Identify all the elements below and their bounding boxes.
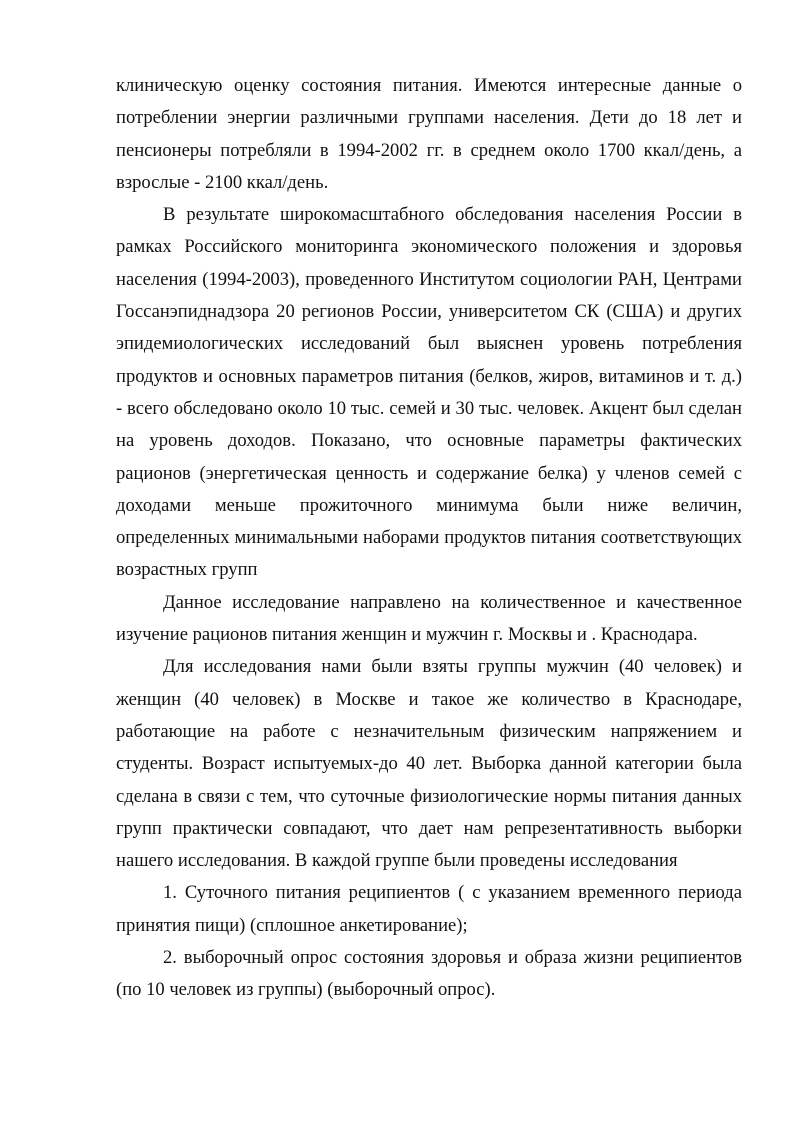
list-item-health-survey: 2. выборочный опрос состояния здоровья и образа жизни реципиентов (по 10 человек из группы) (выборочный опрос). — [116, 947, 742, 1001]
document-body — [116, 70, 742, 1007]
paragraph-monitoring-survey: В результате широкомасштабного обследования населения России в рамках Российского мониторинга экономического положения и здоровья населения (1994-2003), проведенного Институтом социологии РАН, Центрами Госсанэпиднадзора 20 регионов России, университетом СК (США) и других эпидемиологических исследований был выяснен уровень потребления продуктов и основных параметров питания (белков, жиров, витаминов и т. д.) - всего обследовано около 10 тыс. семей и 30 тыс. человек. Акцент был сделан на уровень доходов. Показано, что основные параметры фактических рационов (энергетическая ценность и содержание белка) у членов семей с доходами меньше прожиточного минимума были ниже величин, определенных минимальными наборами продуктов питания соответствующих возрастных групп — [116, 204, 742, 581]
list-item-daily-nutrition: 1. Суточного питания реципиентов ( с указанием временного периода принятия пищи) (сплошное анкетирование); — [116, 882, 742, 936]
paragraph-study-groups: Для исследования нами были взяты группы мужчин (40 человек) и женщин (40 человек) в Москве и такое же количество в Краснодаре, работающие на работе с незначительным физическим напряжением и студенты. Возраст испытуемых-до 40 лет. Выборка данной категории была сделана в связи с тем, что суточные физиологические нормы питания данных групп практически совпадают, что дает нам репрезентативность выборки нашего исследования. В каждой группе были проведены исследования — [116, 656, 742, 872]
paragraph-study-aim: Данное исследование направлено на количественное и качественное изучение рационов питания женщин и мужчин г. Москвы и . Краснодара. — [116, 591, 742, 646]
paragraph-nutrition-energy: клиническую оценку состояния питания. Имеются интересные данные о потреблении энергии различными группами населения. Дети до 18 лет и пенсионеры потребляли в 1994-2002 гг. в среднем около 1700 ккал/день, а взрослые - 2100 ккал/день. — [116, 75, 742, 193]
